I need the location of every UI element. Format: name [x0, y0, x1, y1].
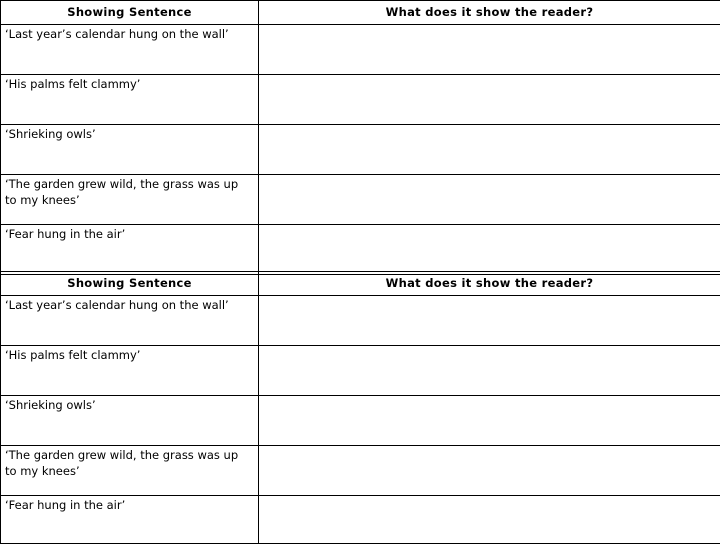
- table-row: [1, 496, 720, 544]
- header-what-does-it-show: What does it show the reader?: [259, 272, 720, 296]
- header-row: [1, 1, 720, 25]
- sentence-cell: ‘Fear hung in the air’: [1, 496, 259, 544]
- answer-cell[interactable]: [259, 125, 720, 175]
- answer-cell[interactable]: [259, 496, 720, 544]
- answer-cell[interactable]: [259, 175, 720, 225]
- sentence-cell: ‘His palms felt clammy’: [1, 346, 259, 396]
- table-row: [1, 225, 720, 275]
- sentence-cell: ‘Last year’s calendar hung on the wall’: [1, 296, 259, 346]
- table-row: [1, 296, 720, 346]
- answer-cell[interactable]: [259, 396, 720, 446]
- table-row: [1, 446, 720, 496]
- sentence-cell: ‘The garden grew wild, the grass was up to my knees’: [1, 446, 259, 496]
- table-row: [1, 175, 720, 225]
- answer-cell[interactable]: [259, 446, 720, 496]
- table-row: [1, 75, 720, 125]
- showing-sentences-table-2: [0, 271, 720, 544]
- sentence-cell: ‘His palms felt clammy’: [1, 75, 259, 125]
- answer-cell[interactable]: [259, 25, 720, 75]
- table-row: [1, 346, 720, 396]
- sentence-cell: ‘Fear hung in the air’: [1, 225, 259, 275]
- sentence-cell: ‘Last year’s calendar hung on the wall’: [1, 25, 259, 75]
- table-row: [1, 396, 720, 446]
- answer-cell[interactable]: [259, 296, 720, 346]
- sentence-cell: ‘The garden grew wild, the grass was up to my knees’: [1, 175, 259, 225]
- answer-cell[interactable]: [259, 346, 720, 396]
- header-what-does-it-show: What does it show the reader?: [259, 1, 720, 25]
- table-row: [1, 25, 720, 75]
- header-showing-sentence: Showing Sentence: [1, 1, 259, 25]
- header-row: [1, 272, 720, 296]
- answer-cell[interactable]: [259, 75, 720, 125]
- table-row: [1, 125, 720, 175]
- answer-cell[interactable]: [259, 225, 720, 275]
- sentence-cell: ‘Shrieking owls’: [1, 396, 259, 446]
- header-showing-sentence: Showing Sentence: [1, 272, 259, 296]
- sentence-cell: ‘Shrieking owls’: [1, 125, 259, 175]
